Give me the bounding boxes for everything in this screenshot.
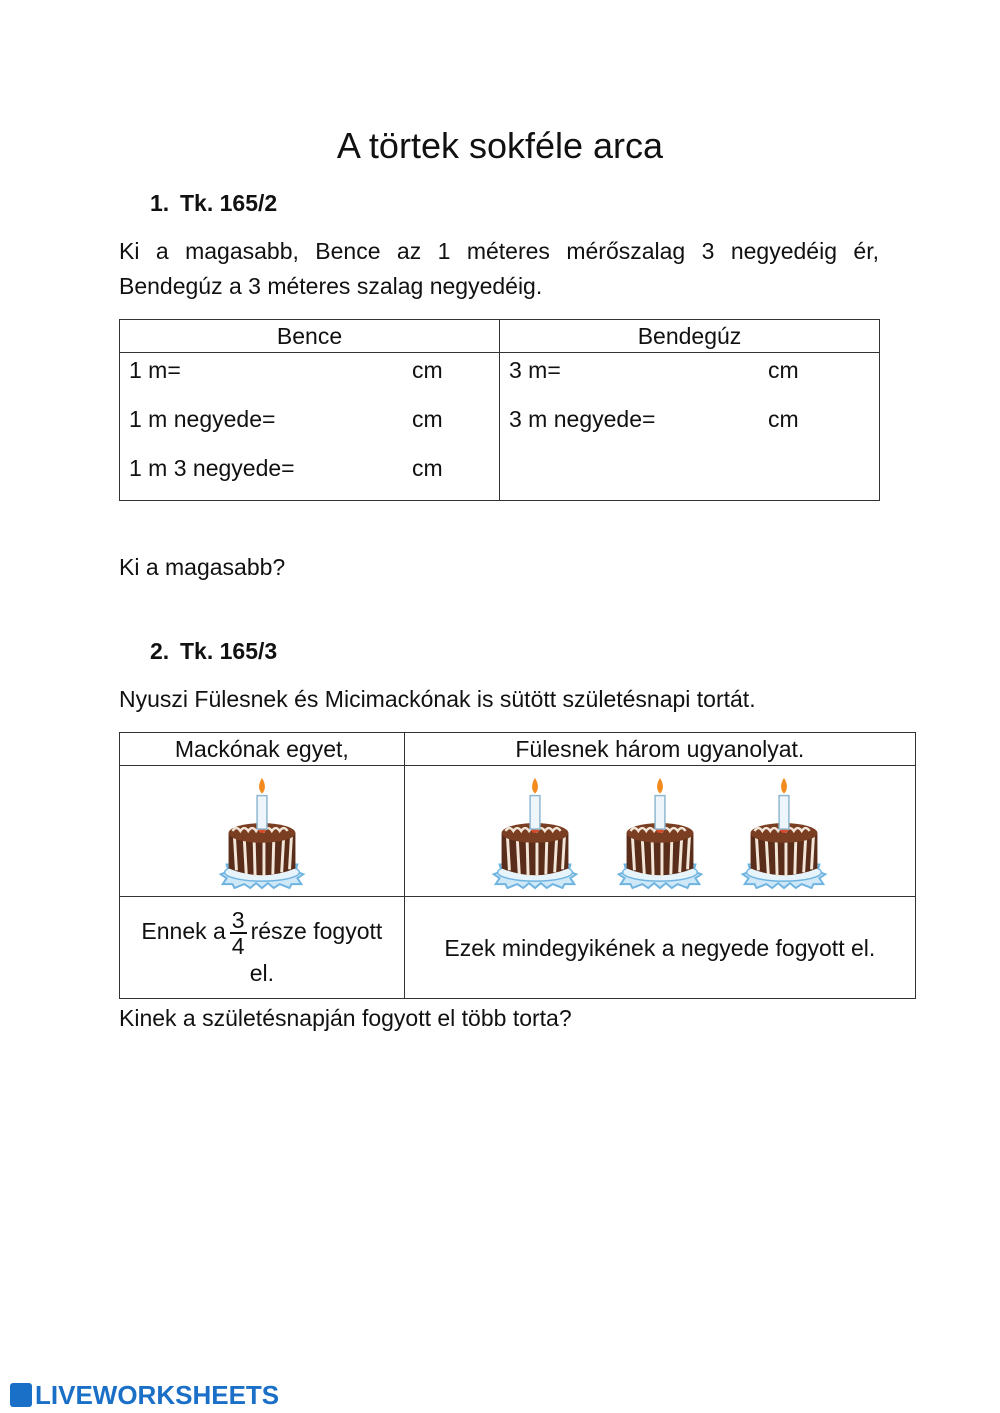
row-unit: cm (768, 406, 799, 432)
row-unit: cm (412, 455, 443, 481)
table-header-bence: Bence (120, 320, 500, 353)
row-label: 1 m= (129, 357, 181, 383)
cake-icon (725, 772, 843, 890)
section-1-paragraph-line1: Ki a magasabb, Bence az 1 méteres mérőszalag 3 negyedéig ér, (119, 238, 879, 264)
table-header-bendeguz: Bendegúz (500, 320, 880, 353)
cake-table (119, 732, 916, 999)
three-cakes-cell (404, 766, 915, 897)
page-title: A törtek sokféle arca (336, 125, 664, 166)
fraction-text-end: el. (249, 959, 274, 986)
row-unit: cm (412, 406, 443, 432)
section-2-title: Tk. 165/3 (180, 638, 278, 664)
logo-badge-icon (10, 1383, 32, 1407)
section-1-question: Ki a magasabb? (119, 554, 286, 580)
row-unit: cm (768, 357, 799, 383)
section-1-title: Tk. 165/2 (180, 190, 278, 216)
section-2-number: 2. (150, 638, 170, 664)
row-label: 3 m negyede= (509, 406, 656, 432)
section-1-heading (150, 188, 277, 218)
single-cake-cell (120, 766, 405, 897)
liveworksheets-logo (10, 1380, 279, 1411)
bendeguz-row (500, 402, 879, 451)
row-label: 1 m negyede= (129, 406, 276, 432)
cake-icon (203, 772, 321, 890)
table-header-mackonak: Mackónak egyet, (120, 733, 405, 766)
fraction-denominator: 4 (231, 932, 245, 959)
fraction-three-quarters (230, 908, 247, 958)
measurement-table (119, 319, 880, 501)
section-1-number: 1. (150, 190, 170, 216)
row-unit: cm (412, 357, 443, 383)
fraction-text-after: része fogyott (250, 917, 383, 944)
section-2-heading (150, 636, 277, 666)
mackonak-eaten-text (120, 897, 405, 999)
row-label: 1 m 3 negyede= (129, 455, 295, 481)
section-2-question: Kinek a születésnapján fogyott el több torta? (119, 1005, 572, 1031)
cake-icon (601, 772, 719, 890)
table-header-fulesnek: Fülesnek három ugyanolyat. (404, 733, 915, 766)
fulesnek-eaten-text: Ezek mindegyikének a negyede fogyott el. (404, 897, 915, 999)
logo-text: LIVEWORKSHEETS (35, 1380, 280, 1410)
bence-row (120, 353, 499, 402)
bence-row (120, 402, 499, 451)
section-2-paragraph: Nyuszi Fülesnek és Micimackónak is sütött születésnapi tortát. (119, 686, 756, 712)
row-label: 3 m= (509, 357, 561, 383)
cake-icon (476, 772, 594, 890)
bendeguz-cell (500, 353, 880, 501)
bence-cell (120, 353, 500, 501)
fraction-text-before: Ennek a (141, 917, 226, 944)
section-1-paragraph-line2: Bendegúz a 3 méteres szalag negyedéig. (119, 273, 543, 299)
fraction-numerator: 3 (231, 906, 245, 933)
bendeguz-row (500, 353, 879, 402)
bence-row (120, 451, 499, 500)
